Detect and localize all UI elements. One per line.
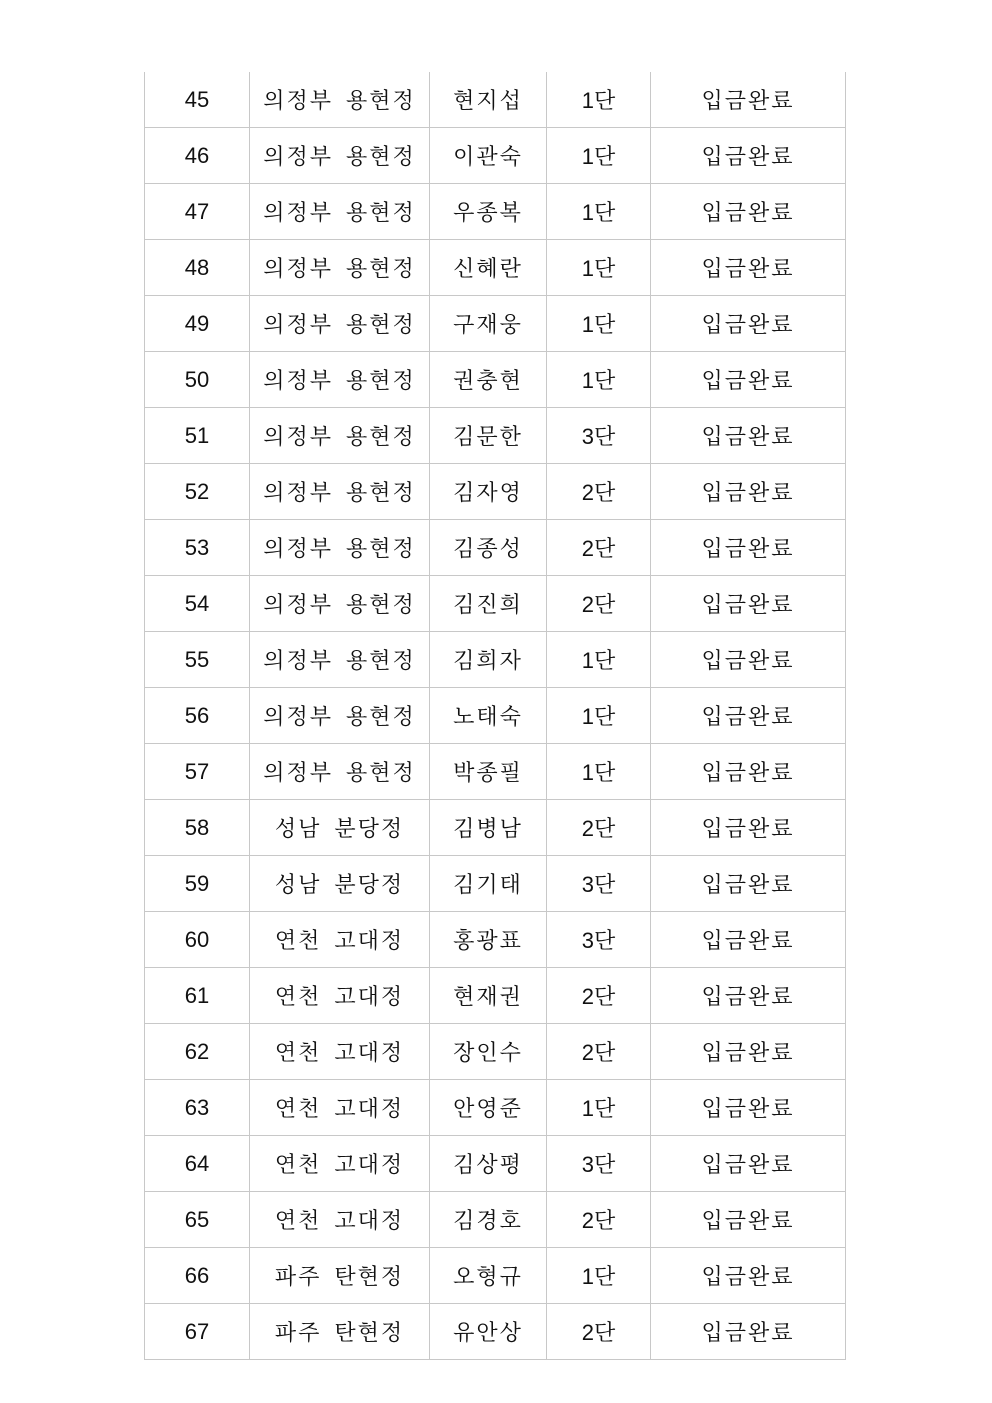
rank-cell: 2단: [547, 464, 651, 520]
entry-number-cell: 50: [145, 352, 250, 408]
payment-status-cell: 입금완료: [651, 464, 846, 520]
payment-status-cell: 입금완료: [651, 240, 846, 296]
member-name-cell: 이관숙: [430, 128, 547, 184]
payment-status-cell: 입금완료: [651, 968, 846, 1024]
rank-cell: 2단: [547, 1192, 651, 1248]
entry-number-cell: 47: [145, 184, 250, 240]
payment-status-cell: 입금완료: [651, 856, 846, 912]
table-row: [145, 632, 846, 688]
member-name-cell: 박종필: [430, 744, 547, 800]
member-name-cell: 김문한: [430, 408, 547, 464]
table-row: [145, 688, 846, 744]
rank-cell: 1단: [547, 1080, 651, 1136]
club-cell: 연천 고대정: [250, 912, 430, 968]
entry-number-cell: 45: [145, 72, 250, 128]
rank-cell: 3단: [547, 1136, 651, 1192]
club-cell: 성남 분당정: [250, 800, 430, 856]
member-name-cell: 권충현: [430, 352, 547, 408]
entry-number-cell: 51: [145, 408, 250, 464]
entry-number-cell: 56: [145, 688, 250, 744]
member-name-cell: 김종성: [430, 520, 547, 576]
payment-status-cell: 입금완료: [651, 352, 846, 408]
club-cell: 의정부 용현정: [250, 72, 430, 128]
roster-table-body: [145, 72, 846, 1360]
payment-status-cell: 입금완료: [651, 296, 846, 352]
member-name-cell: 신혜란: [430, 240, 547, 296]
entry-number-cell: 58: [145, 800, 250, 856]
club-cell: 연천 고대정: [250, 1080, 430, 1136]
rank-cell: 2단: [547, 1024, 651, 1080]
rank-cell: 1단: [547, 688, 651, 744]
club-cell: 의정부 용현정: [250, 128, 430, 184]
club-cell: 파주 탄현정: [250, 1248, 430, 1304]
table-row: [145, 800, 846, 856]
payment-status-cell: 입금완료: [651, 1304, 846, 1360]
payment-status-cell: 입금완료: [651, 408, 846, 464]
rank-cell: 3단: [547, 856, 651, 912]
entry-number-cell: 49: [145, 296, 250, 352]
table-row: [145, 744, 846, 800]
rank-cell: 1단: [547, 352, 651, 408]
entry-number-cell: 61: [145, 968, 250, 1024]
club-cell: 의정부 용현정: [250, 520, 430, 576]
payment-status-cell: 입금완료: [651, 1248, 846, 1304]
table-row: [145, 1136, 846, 1192]
member-name-cell: 유안상: [430, 1304, 547, 1360]
club-cell: 의정부 용현정: [250, 464, 430, 520]
rank-cell: 1단: [547, 128, 651, 184]
club-cell: 의정부 용현정: [250, 576, 430, 632]
roster-table: [144, 72, 846, 1360]
payment-status-cell: 입금완료: [651, 688, 846, 744]
rank-cell: 1단: [547, 240, 651, 296]
payment-status-cell: 입금완료: [651, 800, 846, 856]
entry-number-cell: 65: [145, 1192, 250, 1248]
table-row: [145, 576, 846, 632]
entry-number-cell: 46: [145, 128, 250, 184]
rank-cell: 2단: [547, 968, 651, 1024]
club-cell: 의정부 용현정: [250, 744, 430, 800]
club-cell: 의정부 용현정: [250, 184, 430, 240]
roster-sheet: [144, 72, 845, 1360]
payment-status-cell: 입금완료: [651, 744, 846, 800]
club-cell: 의정부 용현정: [250, 408, 430, 464]
entry-number-cell: 55: [145, 632, 250, 688]
entry-number-cell: 63: [145, 1080, 250, 1136]
member-name-cell: 구재웅: [430, 296, 547, 352]
rank-cell: 1단: [547, 744, 651, 800]
rank-cell: 2단: [547, 1304, 651, 1360]
rank-cell: 2단: [547, 800, 651, 856]
club-cell: 의정부 용현정: [250, 632, 430, 688]
member-name-cell: 김자영: [430, 464, 547, 520]
club-cell: 의정부 용현정: [250, 352, 430, 408]
member-name-cell: 우종복: [430, 184, 547, 240]
table-row: [145, 72, 846, 128]
table-row: [145, 352, 846, 408]
club-cell: 연천 고대정: [250, 1136, 430, 1192]
rank-cell: 3단: [547, 912, 651, 968]
rank-cell: 2단: [547, 576, 651, 632]
entry-number-cell: 62: [145, 1024, 250, 1080]
member-name-cell: 김경호: [430, 1192, 547, 1248]
club-cell: 의정부 용현정: [250, 296, 430, 352]
payment-status-cell: 입금완료: [651, 1080, 846, 1136]
club-cell: 성남 분당정: [250, 856, 430, 912]
member-name-cell: 현지섭: [430, 72, 547, 128]
club-cell: 연천 고대정: [250, 968, 430, 1024]
payment-status-cell: 입금완료: [651, 184, 846, 240]
table-row: [145, 912, 846, 968]
entry-number-cell: 57: [145, 744, 250, 800]
entry-number-cell: 53: [145, 520, 250, 576]
table-row: [145, 1304, 846, 1360]
rank-cell: 1단: [547, 184, 651, 240]
rank-cell: 3단: [547, 408, 651, 464]
member-name-cell: 김진희: [430, 576, 547, 632]
member-name-cell: 노태숙: [430, 688, 547, 744]
table-row: [145, 968, 846, 1024]
payment-status-cell: 입금완료: [651, 576, 846, 632]
entry-number-cell: 60: [145, 912, 250, 968]
table-row: [145, 520, 846, 576]
club-cell: 의정부 용현정: [250, 688, 430, 744]
entry-number-cell: 59: [145, 856, 250, 912]
table-row: [145, 240, 846, 296]
table-row: [145, 128, 846, 184]
table-row: [145, 1024, 846, 1080]
club-cell: 연천 고대정: [250, 1024, 430, 1080]
rank-cell: 1단: [547, 1248, 651, 1304]
club-cell: 연천 고대정: [250, 1192, 430, 1248]
rank-cell: 1단: [547, 72, 651, 128]
entry-number-cell: 54: [145, 576, 250, 632]
table-row: [145, 184, 846, 240]
table-row: [145, 856, 846, 912]
member-name-cell: 김상평: [430, 1136, 547, 1192]
club-cell: 의정부 용현정: [250, 240, 430, 296]
club-cell: 파주 탄현정: [250, 1304, 430, 1360]
payment-status-cell: 입금완료: [651, 72, 846, 128]
entry-number-cell: 66: [145, 1248, 250, 1304]
payment-status-cell: 입금완료: [651, 912, 846, 968]
payment-status-cell: 입금완료: [651, 1192, 846, 1248]
table-row: [145, 464, 846, 520]
table-row: [145, 296, 846, 352]
member-name-cell: 홍광표: [430, 912, 547, 968]
member-name-cell: 안영준: [430, 1080, 547, 1136]
entry-number-cell: 52: [145, 464, 250, 520]
member-name-cell: 김병남: [430, 800, 547, 856]
entry-number-cell: 67: [145, 1304, 250, 1360]
entry-number-cell: 48: [145, 240, 250, 296]
payment-status-cell: 입금완료: [651, 1136, 846, 1192]
table-row: [145, 1080, 846, 1136]
member-name-cell: 김희자: [430, 632, 547, 688]
table-row: [145, 1248, 846, 1304]
payment-status-cell: 입금완료: [651, 1024, 846, 1080]
rank-cell: 1단: [547, 632, 651, 688]
table-row: [145, 408, 846, 464]
rank-cell: 1단: [547, 296, 651, 352]
member-name-cell: 현재권: [430, 968, 547, 1024]
payment-status-cell: 입금완료: [651, 632, 846, 688]
entry-number-cell: 64: [145, 1136, 250, 1192]
member-name-cell: 장인수: [430, 1024, 547, 1080]
member-name-cell: 오형규: [430, 1248, 547, 1304]
table-row: [145, 1192, 846, 1248]
rank-cell: 2단: [547, 520, 651, 576]
payment-status-cell: 입금완료: [651, 128, 846, 184]
member-name-cell: 김기태: [430, 856, 547, 912]
payment-status-cell: 입금완료: [651, 520, 846, 576]
